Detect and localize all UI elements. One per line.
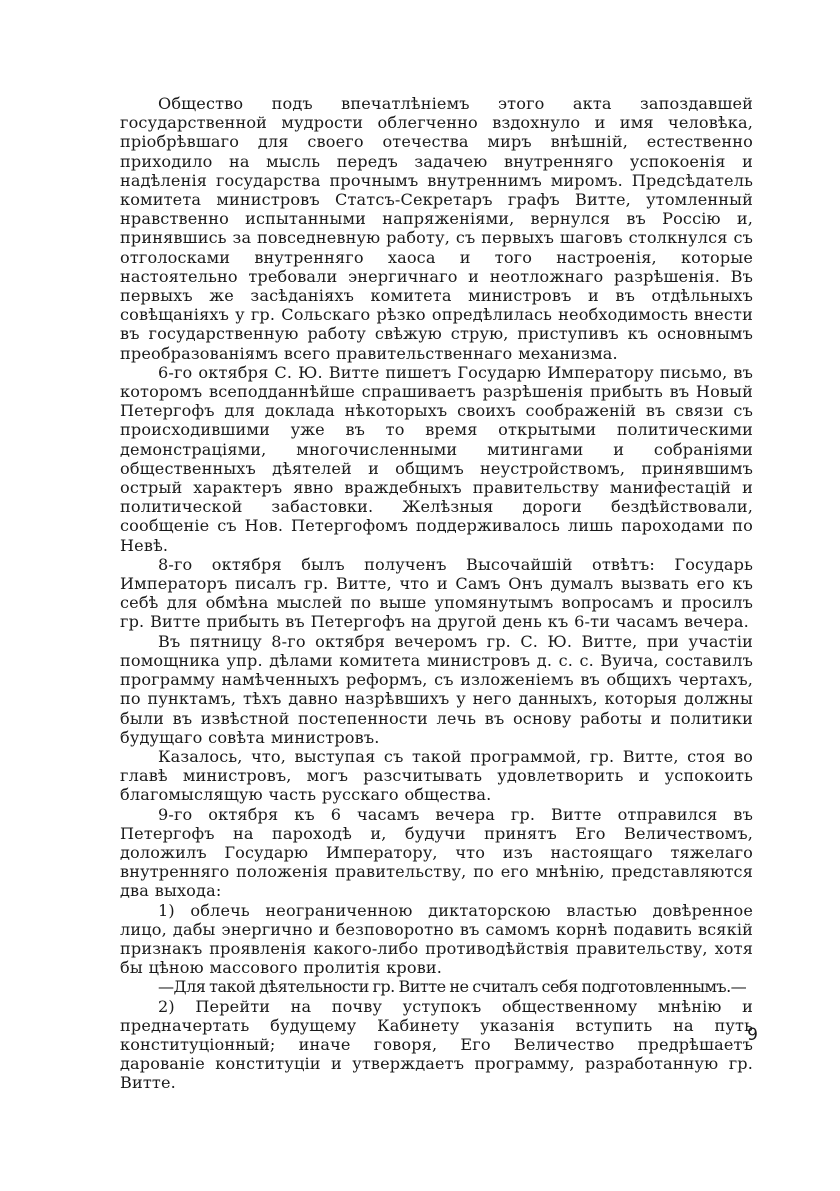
paragraph-8: —Для такой дѣятельности гр. Витте не считалъ себя подготовленнымъ.— xyxy=(158,977,747,997)
paragraph-3: 8-го октября былъ полученъ Высочайшій отвѣтъ: Государь Императоръ писалъ гр. Витте, что и Самъ Онъ думалъ вызвать его къ себѣ для обмѣна мыслей по выше упомянутымъ вопросамъ и просилъ гр. Витте прибыть въ Петергофъ на другой день къ 6-ти часамъ вечера. xyxy=(120,554,753,632)
paragraph-5: Казалось, что, выступая съ такой программой, гр. Витте, стоя во главѣ министровъ, могъ разсчитывать удовлетворить и успокоить благомыслящую часть русскаго общества. xyxy=(120,746,753,805)
paragraph-4: Въ пятницу 8-го октября вечеромъ гр. С. Ю. Витте, при участіи помощника упр. дѣлами комитета министровъ д. с. с. Вуича, составилъ программу намѣченныхъ реформъ, съ изложеніемъ въ общихъ чертахъ, по пунктамъ, тѣхъ давно назрѣвшихъ у него данныхъ, которыя должны были въ извѣстной постепенности лечь въ основу работы и политики будущаго совѣта министровъ. xyxy=(120,631,753,747)
paragraph-2: 6-го октября С. Ю. Витте пишетъ Государю Императору письмо, въ которомъ всеподданнѣйше спрашиваетъ разрѣшенія прибыть въ Новый Петергофъ для доклада нѣкоторыхъ своихъ соображеній въ связи съ происходившими уже въ то время открытыми политическими демонстраціями, многочисленными митингами и собраніями общественныхъ дѣятелей и общимъ неустройствомъ, принявшимъ острый характеръ явно враждебныхъ правительству манифестацій и политической забастовки. Желѣзныя дороги бездѣйствовали, сообщеніе съ Нов. Петергофомъ поддерживалось лишь пароходами по Невѣ. xyxy=(120,362,753,555)
paragraph-6: 9-го октября къ 6 часамъ вечера гр. Витте отправился въ Петергофъ на пароходѣ и, будучи принятъ Его Величествомъ, доложилъ Государю Императору, что изъ настоящаго тяжелаго внутренняго положенія правительству, по его мнѣнію, представляются два выхода: xyxy=(120,804,753,901)
body-text xyxy=(120,94,753,1093)
paragraph-1: Общество подъ впечатлѣніемъ этого акта запоздавшей государственной мудрости облегченно вздохнуло и имя человѣка, пріобрѣвшаго для своего отечества миръ внѣшній, естественно приходило на мысль передъ задачею внутренняго успокоенія и надѣленія государства прочнымъ внутреннимъ миромъ. Предсѣдатель комитета министровъ Статсъ-Секретаръ графъ Витте, утомленный нравственно испытанными напряженіями, вернулся въ Россію и, принявшись за повседневную работу, съ первыхъ шаговъ столкнулся съ отголосками внутренняго хаоса и того настроенія, которые настоятельно требовали энергичнаго и неотложнаго разрѣшенія. Въ первыхъ же засѣданіяхъ комитета министровъ и въ отдѣльныхъ совѣщаніяхъ у гр. Сольскаго рѣзко опредѣлилась необходимость внести въ государственную работу свѣжую струю, приступивъ къ основнымъ преобразованіямъ всего правительственнаго механизма. xyxy=(120,94,753,363)
paragraph-9: 2) Перейти на почву уступокъ общественному мнѣнію и предначертать будущему Кабинету указанія вступить на путь конституціонный; иначе говоря, Его Величество предрѣшаетъ дарованіе конституціи и утверждаетъ программу, разработанную гр. Витте. xyxy=(120,996,753,1093)
paragraph-7: 1) облечь неограниченною диктаторскою властью довѣренное лицо, дабы энергично и безповоротно въ самомъ корнѣ подавить всякій признакъ проявленія какого-либо противодѣйствія правительству, хотя бы цѣною массового пролитія крови. xyxy=(120,900,753,978)
page-number: 9 xyxy=(747,1025,758,1045)
